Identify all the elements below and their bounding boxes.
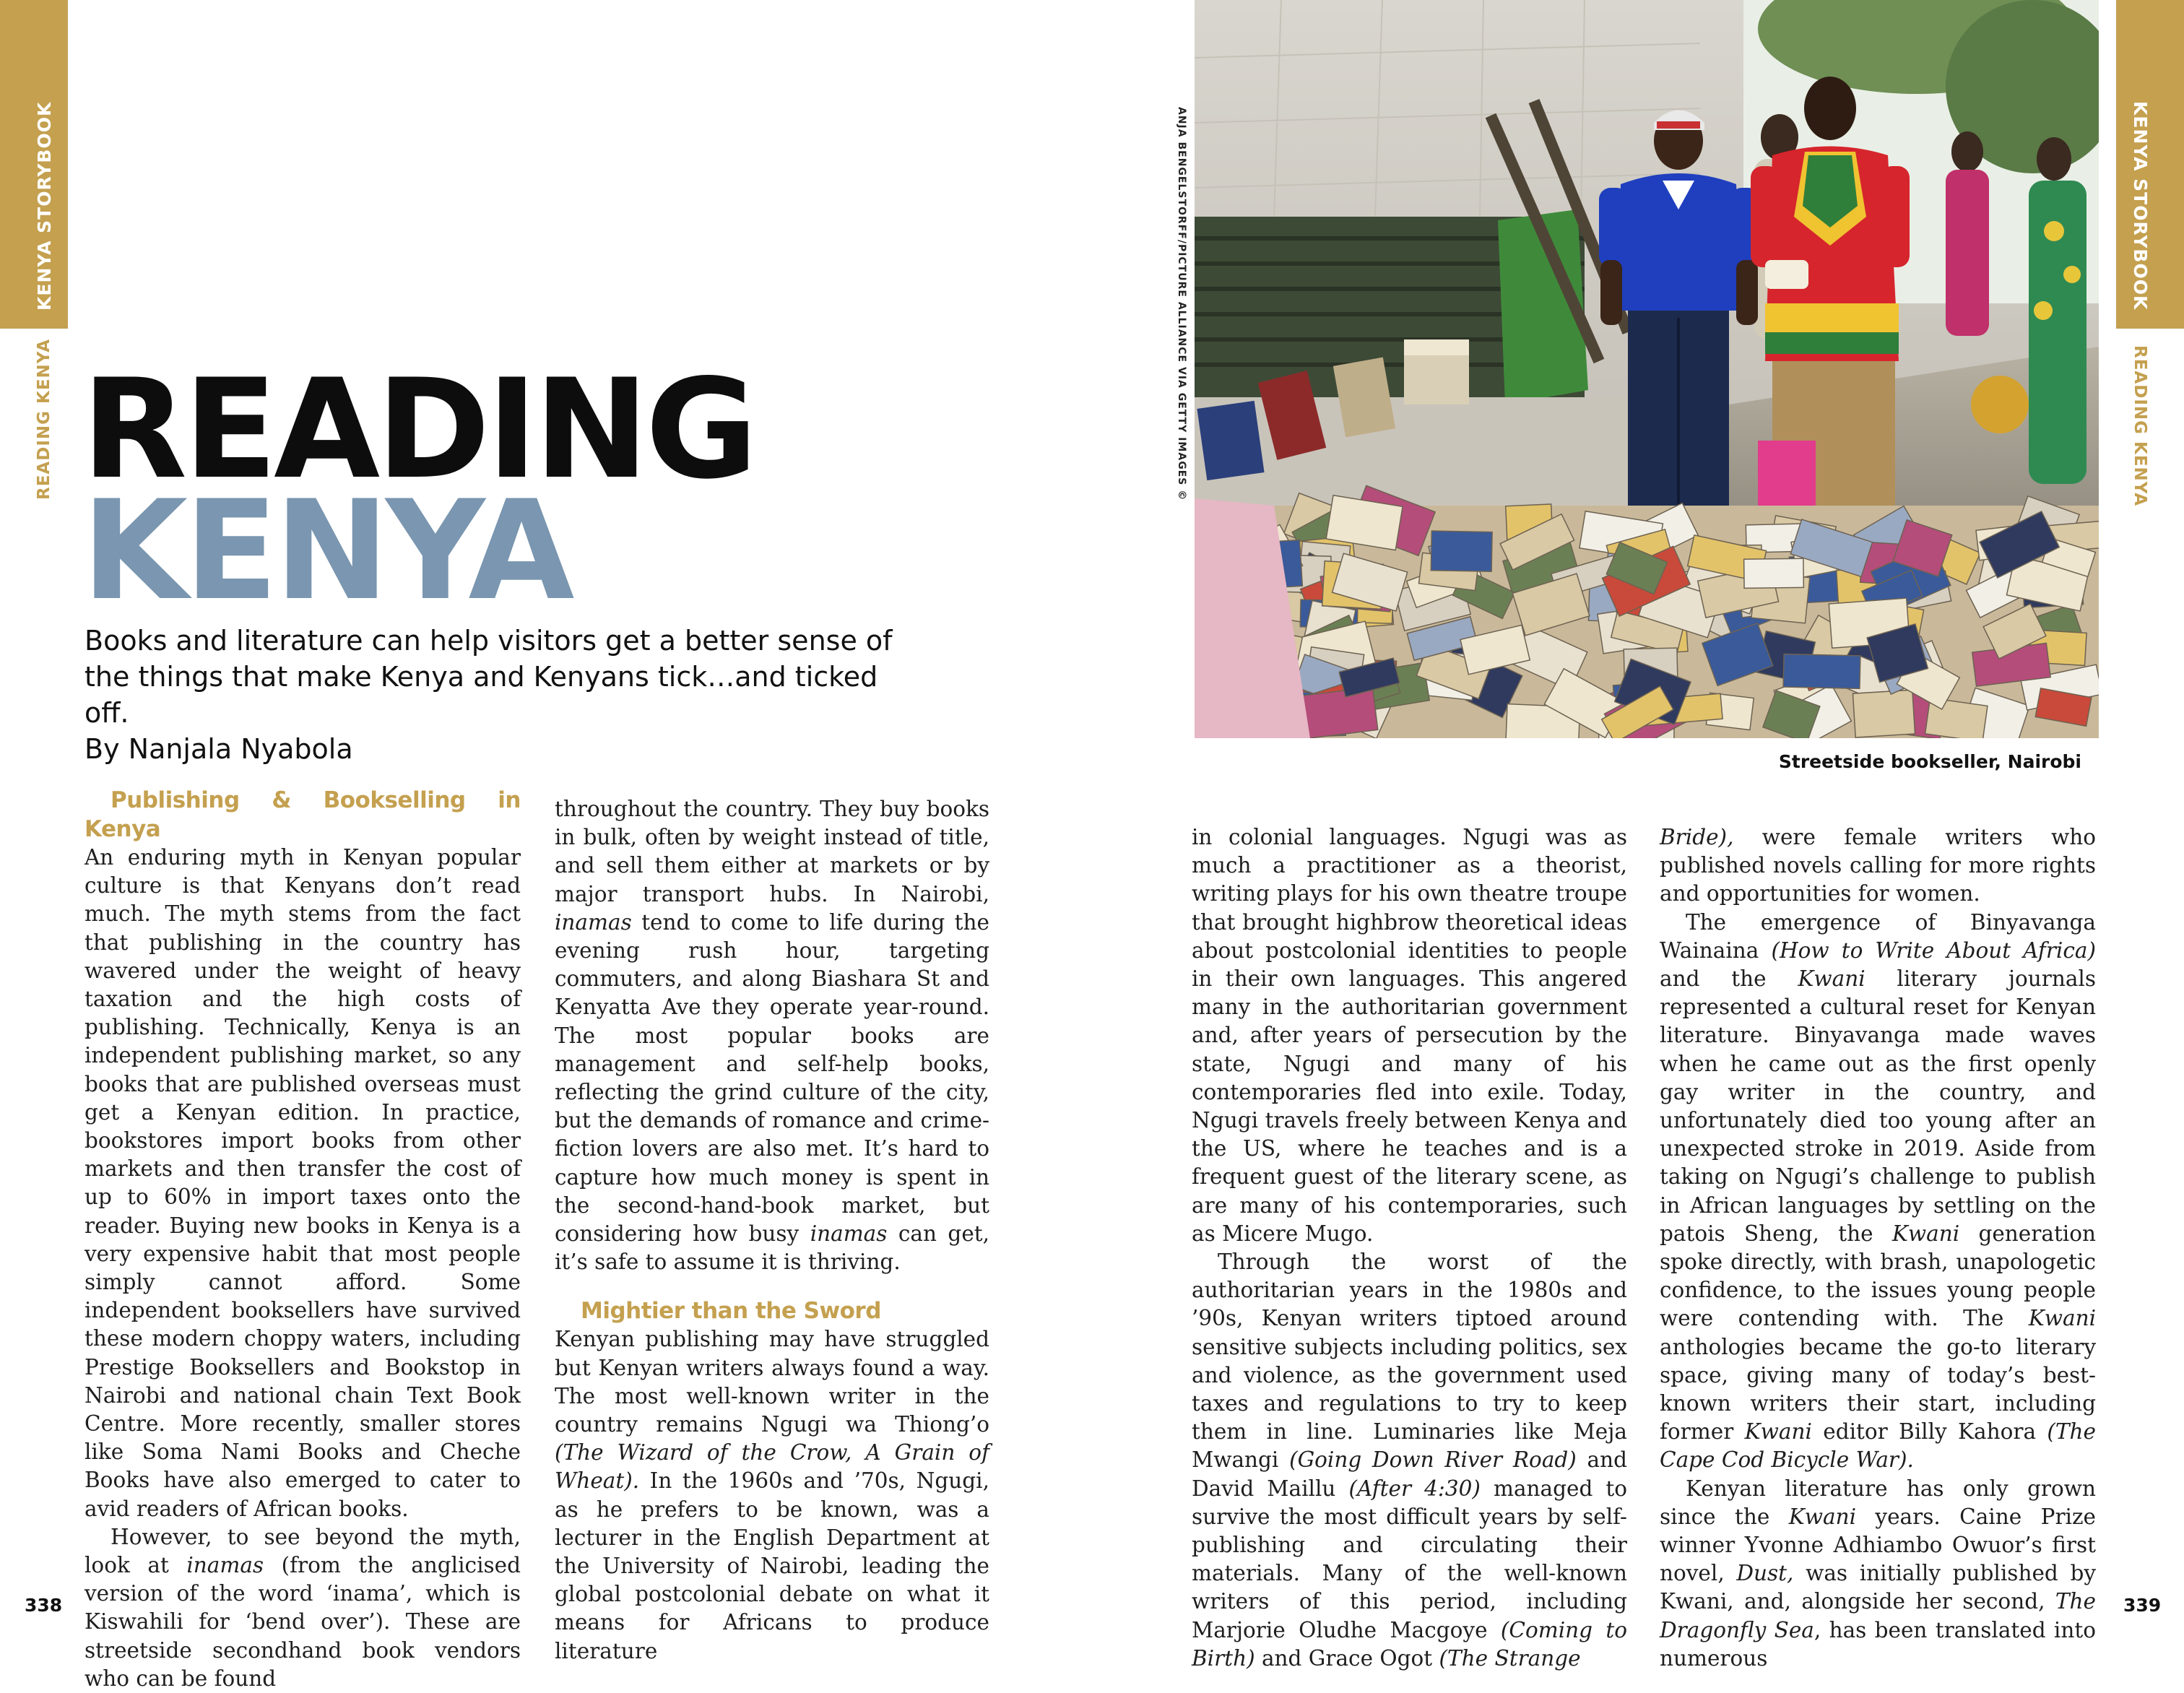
paragraph: Through the worst of the authoritarian years in the 1980s and ’90s, Kenyan writers tiptoed around sensitive subjects including politics, sex and violence, as the government used taxes and regulations to try to keep them in line. Luminaries like Meja Mwangi (Going Down River Road) and David Maillu (After 4:30) managed to survive the most difficult years by self-publishing and circulating their materials. Many of the well-known writers of this period, including Marjorie Oludhe Macgoye (Coming to Birth) and Grace Ogot (The Strange [1192, 1250, 1628, 1671]
article-column-4 [1660, 823, 2096, 1673]
paragraph: Kenyan literature has only grown since the Kwani years. Caine Prize winner Yvonne Adhiambo Owuor’s first novel, Dust, was initially published by Kwani, and, alongside her second, The Dragonfly Sea, has been translated into numerous [1660, 1476, 2097, 1671]
article-column-2 [555, 795, 989, 1666]
paragraph: Bride), were female writers who published novels calling for more rights and opportunities for women. [1660, 825, 2096, 906]
book-shape [1431, 531, 1492, 571]
paragraph: throughout the country. They buy books in bulk, often by weight instead of title, and sell them either at markets or by major transport hubs. In Nairobi, inamas tend to come to life during the evening rush hour, targeting commuters, and along Biashara St and Kenyatta Ave they operate year-round. The most popular books are management and self-help books, reflecting the grind culture of the city, but the demands of romance and crime-fiction lovers are also met. It’s hard to capture how much money is spent in the second-hand-book market, but considering how busy inamas can get, it’s safe to assume it is thriving. [555, 797, 990, 1275]
paragraph: An enduring myth in Kenyan popular culture is that Kenyans don’t read much. The myth stems from the fact that publishing in the country has wavered under the weight of heavy taxation and the high costs of publishing. Technically, Kenya is an independent publishing market, so any books that are published overseas must get a Kenyan edition. In practice, bookstores import books from other markets and then transfer the cost of up to 60% in import taxes onto the reader. Buying new books in Kenya is a very expensive habit that most people simply cannot afford. Some independent booksellers have survived these modern choppy waters, including Prestige Booksellers and Bookstop in Nairobi and national chain Text Book Centre. More recently, smaller stores like Soma Nami Books and Cheche Books have also emerged to cater to avid readers of African books. [84, 845, 521, 1521]
paragraph: Kenyan publishing may have struggled but Kenyan writers always found a way. The most well-known writer in the country remains Ngugi wa Thiong’o (The Wizard of the Crow, A Grain of Wheat). In the 1960s and ’70s, Ngugi, as he prefers to be known, was a lecturer in the English Department at the University of Nairobi, leading the global postcolonial debate on what it means for Africans to produce literature [555, 1327, 989, 1663]
paragraph: in colonial languages. Ngugi was as much a practitioner as a theorist, writing plays for his own theatre troupe that brought highbrow theoretical ideas about postcolonial identities to people in their own languages. This angered many in the authoritarian government and, after years of persecution by the state, Ngugi and many of his contemporaries fled into exile. Today, Ngugi travels freely between Kenya and the US, where he teaches and is a frequent guest of the literary scene, as are many of his contemporaries, such as Micere Mugo. [1192, 825, 1627, 1246]
subhead-publishing: Publishing & Bookselling in Kenya [84, 787, 521, 842]
section-tab-label-right: KENYA STORYBOOK [2130, 101, 2151, 311]
headline-line-1: READING [82, 350, 755, 509]
subhead-mightier: Mightier than the Sword [581, 1298, 881, 1325]
bookseller-photo [1195, 0, 2099, 738]
chapter-label-left: READING KENYA [35, 338, 53, 500]
page-number-right: 339 [2123, 1595, 2162, 1616]
book-shape [1299, 687, 1378, 738]
article-column-3 [1192, 823, 1627, 1673]
standfirst [84, 623, 893, 767]
standfirst-text: Books and literature can help visitors get a better sense of the things that make Kenya and Kenyans tick…and ticked off. [84, 625, 893, 729]
photo-caption: Streetside bookseller, Nairobi [1778, 751, 2081, 772]
article-column-1 [84, 786, 521, 1693]
book-shape [1852, 690, 1915, 737]
book-shape [1744, 558, 1804, 588]
paragraph: However, to see beyond the myth, look at inamas (from the anglicised version of the word ‘inama’, which is Kiswahili for ‘bend over’). These are streetside secondhand book vendors who can be found [84, 1524, 521, 1691]
headline-line-2: KENYA [82, 471, 571, 631]
paragraph: The emergence of Binyavanga Wainaina (How to Write About Africa) and the Kwani literary journals represented a cultural reset for Kenyan literature. Binyavanga made waves when he came out as the first openly gay writer in the country, and unfortunately died too young after an unexpected stroke in 2019. Aside from taking on Ngugi’s challenge to publish in African languages by settling on the patois Sheng, the Kwani generation spoke directly, with brash, unapologetic confidence, to the issues young people were contending with. The Kwani anthologies became the go-to literary space, giving many of today’s best-known writers their start, including former Kwani editor Billy Kahora (The Cape Cod Bicycle War). [1660, 909, 2097, 1473]
photo-credit: ANJA BENGELSTORFF/PICTURE ALLIANCE VIA GETTY IMAGES © [1176, 107, 1187, 501]
byline: By Nanjala Nyabola [84, 733, 353, 765]
page-number-left: 338 [25, 1595, 63, 1616]
chapter-label-right: READING KENYA [2131, 345, 2149, 507]
book-shape [1783, 654, 1860, 689]
section-tab-label-left: KENYA STORYBOOK [34, 101, 55, 311]
